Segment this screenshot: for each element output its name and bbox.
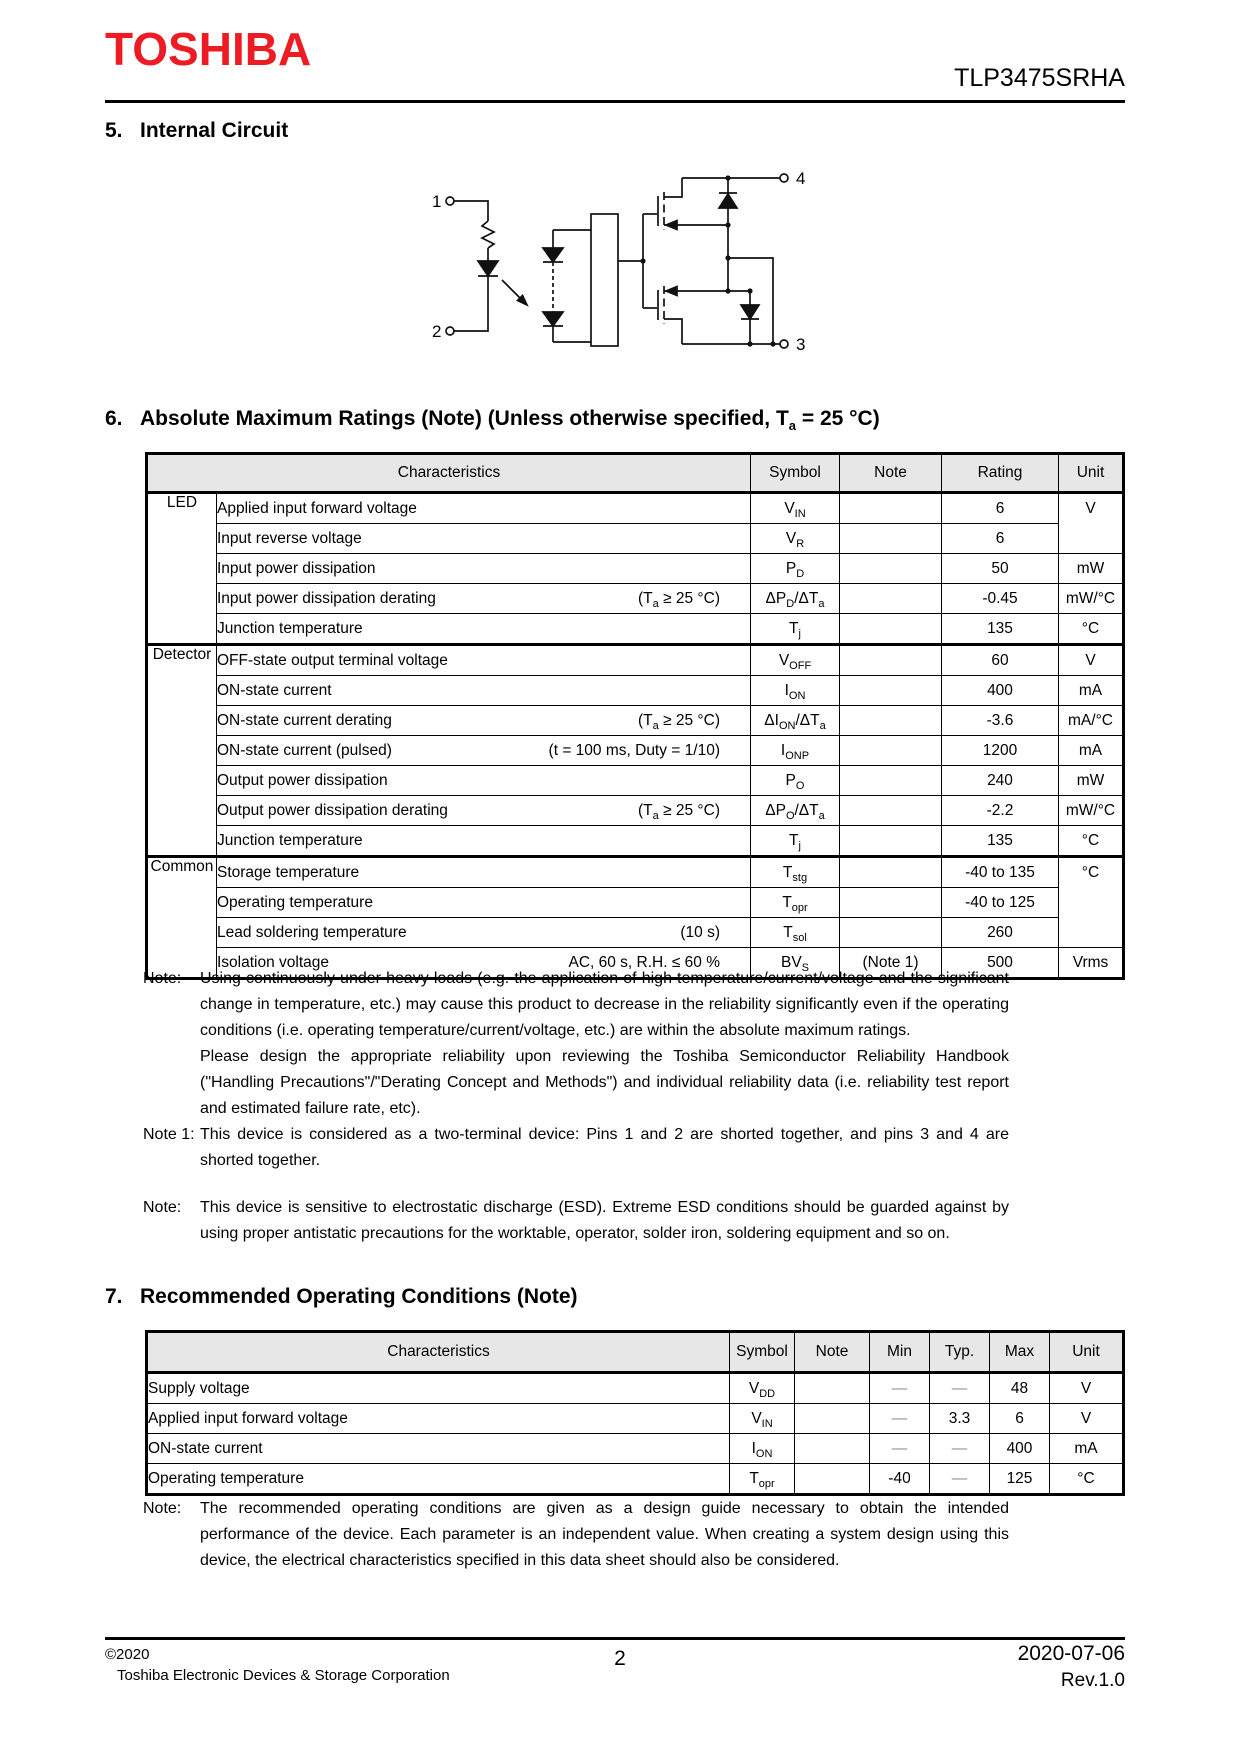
- cell-note: [840, 645, 942, 676]
- cell-characteristic: [217, 918, 751, 948]
- cell-unit: mW/°C: [1059, 584, 1124, 614]
- body-diode: [719, 194, 737, 208]
- characteristic-condition: ($T_a \ge 25$ °C): [638, 801, 720, 822]
- pin-3-terminal: [780, 340, 788, 348]
- characteristic-name: ON-state current derating: [217, 711, 392, 729]
- cell-symbol: $BV_S$: [751, 948, 840, 979]
- table-row: [147, 1404, 1124, 1434]
- column-header: Unit: [1050, 1332, 1124, 1373]
- table-row: [147, 857, 1124, 888]
- cell-symbol: $T_{stg}$: [751, 857, 840, 888]
- cell-note: [840, 554, 942, 584]
- table-row: [147, 918, 1124, 948]
- cell-rating: 135: [942, 826, 1059, 857]
- pin-2-terminal: [446, 327, 454, 335]
- cell-note: [795, 1464, 870, 1495]
- table-row: [147, 736, 1124, 766]
- cell-characteristic: [217, 857, 751, 888]
- table-row: [147, 493, 1124, 524]
- cell-symbol: $T_j$: [751, 614, 840, 645]
- table-row: [147, 766, 1124, 796]
- light-arrow: [502, 280, 522, 300]
- column-header: Note: [840, 454, 942, 493]
- footer-copyright: ©2020: [105, 1646, 150, 1663]
- cell-max: 125: [990, 1464, 1050, 1495]
- cell-min: —: [870, 1373, 930, 1404]
- characteristic-name: Isolation voltage: [217, 953, 330, 971]
- characteristic-name: Input power dissipation derating: [217, 589, 436, 607]
- cell-rating: -2.2: [942, 796, 1059, 826]
- cell-unit: mW: [1059, 554, 1124, 584]
- table-row: [147, 1464, 1124, 1495]
- characteristic-condition: ($T_a \ge 25$ °C): [638, 589, 720, 610]
- rec-op-table-header: [147, 1332, 1124, 1373]
- table-row: [147, 1434, 1124, 1464]
- characteristic-name: Junction temperature: [217, 831, 363, 849]
- cell-unit: mA: [1050, 1434, 1124, 1464]
- characteristic-name: Operating temperature: [148, 1469, 304, 1487]
- cell-symbol: $T_{sol}$: [751, 918, 840, 948]
- note-text: This device is considered as a two-terminal device: Pins 1 and 2 are shorted together, and pins 3 and 4 are shorted together.: [200, 1126, 1009, 1169]
- cell-note: [840, 826, 942, 857]
- control-circuit-block: [591, 214, 618, 346]
- cell-unit: °C: [1050, 1464, 1124, 1495]
- column-header: Characteristics: [147, 454, 751, 493]
- cell-rating: 60: [942, 645, 1059, 676]
- cell-rating: -3.6: [942, 706, 1059, 736]
- section-title: Internal Circuit: [140, 119, 289, 142]
- characteristic-name: Junction temperature: [217, 619, 363, 637]
- footer-rule: [105, 1637, 1125, 1640]
- photodiode-symbol: [543, 248, 563, 262]
- cell-characteristic: [147, 1464, 730, 1495]
- characteristic-name: ON-state current: [148, 1439, 263, 1457]
- cell-rating: 260: [942, 918, 1059, 948]
- cell-note: [840, 766, 942, 796]
- table-row: [147, 1373, 1124, 1404]
- characteristic-name: Applied input forward voltage: [217, 499, 417, 517]
- footer-revision: Rev.1.0: [1060, 1670, 1125, 1691]
- cell-symbol: $I_{ON}$: [730, 1434, 795, 1464]
- cell-characteristic: [217, 614, 751, 645]
- note-row: [143, 1044, 1009, 1122]
- note-row: [143, 1195, 1009, 1247]
- pin-1-terminal: [446, 197, 454, 205]
- column-header: Max: [990, 1332, 1050, 1373]
- cell-min: —: [870, 1404, 930, 1434]
- cell-note: (Note 1): [840, 948, 942, 979]
- cell-characteristic: [217, 766, 751, 796]
- characteristic-name: Output power dissipation: [217, 771, 388, 789]
- section-number: 5.: [105, 119, 123, 142]
- characteristic-name: Input reverse voltage: [217, 529, 362, 547]
- cell-rating: 6: [942, 524, 1059, 554]
- note-label: Note:: [143, 970, 182, 987]
- cell-symbol: $V_{DD}$: [730, 1373, 795, 1404]
- pin-2-label: 2: [432, 322, 442, 341]
- cell-characteristic: [217, 645, 751, 676]
- cell-symbol: $\Delta I_{ON}/\Delta T_a$: [751, 706, 840, 736]
- note-text: The recommended operating conditions are given as a design guide necessary to obtain the intended performance of the device. Each parameter is an independent value. When creating a system design using this device, the electrical characteristics specified in this data sheet should also be considered.: [200, 1500, 1009, 1569]
- cell-rating: 6: [942, 493, 1059, 524]
- cell-typ: —: [930, 1464, 990, 1495]
- characteristic-name: Storage temperature: [217, 863, 360, 881]
- note-label: Note:: [143, 1199, 182, 1216]
- cell-characteristic: [217, 524, 751, 554]
- cell-rating: -40 to 125: [942, 888, 1059, 918]
- characteristic-condition: ($T_a \ge 25$ °C): [638, 711, 720, 732]
- cell-note: [795, 1373, 870, 1404]
- cell-characteristic: [217, 493, 751, 524]
- characteristic-name: Supply voltage: [148, 1379, 250, 1397]
- cell-characteristic: [217, 736, 751, 766]
- cell-characteristic: [217, 826, 751, 857]
- toshiba-logo: TOSHIBA: [105, 23, 312, 75]
- cell-symbol: $\Delta P_D/\Delta T_a$: [751, 584, 840, 614]
- characteristic-name: Lead soldering temperature: [217, 923, 407, 941]
- cell-note: [840, 614, 942, 645]
- abs-max-table: [145, 452, 1125, 980]
- section-title: Absolute Maximum Ratings (Note) (Unless otherwise specified, $T_a = 25$ °C): [140, 407, 880, 434]
- cell-unit: °C: [1059, 857, 1124, 948]
- cell-unit: V: [1059, 493, 1124, 554]
- cell-rating: 1200: [942, 736, 1059, 766]
- cell-characteristic: [217, 706, 751, 736]
- row-group-label: Common: [147, 857, 217, 979]
- cell-symbol: $V_{IN}$: [751, 493, 840, 524]
- abs-max-table-header: [147, 454, 1124, 493]
- section-5-heading: [105, 119, 288, 143]
- cell-note: [840, 857, 942, 888]
- cell-symbol: $\Delta P_O/\Delta T_a$: [751, 796, 840, 826]
- section-number: 6.: [105, 407, 123, 430]
- note-row: [143, 1496, 1009, 1574]
- cell-characteristic: [147, 1404, 730, 1434]
- note-row: [143, 1122, 1009, 1174]
- footer-date: 2020-07-06: [1017, 1642, 1125, 1665]
- part-number: TLP3475SRHA: [954, 64, 1125, 92]
- table-row: [147, 645, 1124, 676]
- cell-note: [795, 1404, 870, 1434]
- cell-note: [840, 706, 942, 736]
- cell-symbol: $P_O$: [751, 766, 840, 796]
- cell-note: [840, 796, 942, 826]
- cell-unit: V: [1050, 1373, 1124, 1404]
- cell-note: [840, 888, 942, 918]
- characteristic-name: Input power dissipation: [217, 559, 376, 577]
- header-row: [147, 1332, 1124, 1373]
- cell-note: [840, 918, 942, 948]
- row-group-label: LED: [147, 493, 217, 645]
- column-header: Rating: [942, 454, 1059, 493]
- table-row: [147, 584, 1124, 614]
- pin-4-terminal: [780, 174, 788, 182]
- characteristic-condition: (10 s): [680, 923, 720, 941]
- cell-unit: °C: [1059, 614, 1124, 645]
- column-header: Min: [870, 1332, 930, 1373]
- header-rule: [105, 100, 1125, 103]
- cell-rating: 500: [942, 948, 1059, 979]
- characteristic-name: Operating temperature: [217, 893, 373, 911]
- cell-rating: 135: [942, 614, 1059, 645]
- header-row: [147, 454, 1124, 493]
- cell-note: [840, 524, 942, 554]
- cell-note: [840, 736, 942, 766]
- table-row: [147, 676, 1124, 706]
- cell-note: [840, 676, 942, 706]
- cell-rating: -40 to 135: [942, 857, 1059, 888]
- cell-symbol: $T_j$: [751, 826, 840, 857]
- cell-typ: —: [930, 1373, 990, 1404]
- table-row: [147, 796, 1124, 826]
- resistor-symbol: [482, 221, 494, 248]
- cell-rating: 240: [942, 766, 1059, 796]
- rec-op-table: [145, 1330, 1125, 1496]
- table-row: [147, 554, 1124, 584]
- footer-page-number: 2: [614, 1647, 626, 1670]
- cell-symbol: $V_{OFF}$: [751, 645, 840, 676]
- cell-min: —: [870, 1434, 930, 1464]
- cell-unit: mW/°C: [1059, 796, 1124, 826]
- cell-symbol: $V_{IN}$: [730, 1404, 795, 1434]
- characteristic-condition: AC, 60 s, R.H. ≤ 60 %: [568, 953, 720, 971]
- cell-max: 400: [990, 1434, 1050, 1464]
- cell-max: 6: [990, 1404, 1050, 1434]
- rec-op-note: [143, 1496, 1009, 1574]
- cell-note: [795, 1434, 870, 1464]
- table-row: [147, 524, 1124, 554]
- cell-unit: Vrms: [1059, 948, 1124, 979]
- footer-company: Toshiba Electronic Devices & Storage Corporation: [117, 1667, 450, 1684]
- cell-characteristic: [217, 888, 751, 918]
- cell-symbol: $T_{opr}$: [751, 888, 840, 918]
- cell-typ: —: [930, 1434, 990, 1464]
- table-row: [147, 706, 1124, 736]
- cell-symbol: $I_{ONP}$: [751, 736, 840, 766]
- cell-unit: mA: [1059, 676, 1124, 706]
- cell-symbol: $V_R$: [751, 524, 840, 554]
- cell-characteristic: [217, 796, 751, 826]
- body-diode: [741, 305, 759, 319]
- note-text: This device is sensitive to electrostatic discharge (ESD). Extreme ESD conditions should be guarded against by using proper antistatic precautions for the worktable, operator, solder iron, soldering equipment and so on.: [200, 1199, 1009, 1242]
- cell-unit: °C: [1059, 826, 1124, 857]
- abs-max-notes: [143, 966, 1009, 1247]
- cell-unit: mA/°C: [1059, 706, 1124, 736]
- cell-rating: 400: [942, 676, 1059, 706]
- cell-rating: -0.45: [942, 584, 1059, 614]
- characteristic-name: Output power dissipation derating: [217, 801, 448, 819]
- section-6-heading: [105, 407, 880, 433]
- cell-unit: V: [1059, 645, 1124, 676]
- cell-typ: 3.3: [930, 1404, 990, 1434]
- cell-unit: mA: [1059, 736, 1124, 766]
- led-symbol: [478, 261, 498, 276]
- photodiode-symbol: [543, 312, 563, 326]
- note-label: [143, 1044, 200, 1122]
- column-header: Note: [795, 1332, 870, 1373]
- characteristic-condition: (t = 100 ms, Duty = 1/10): [548, 741, 720, 759]
- note-label: Note 1:: [143, 1126, 195, 1143]
- characteristic-name: Applied input forward voltage: [148, 1409, 348, 1427]
- cell-max: 48: [990, 1373, 1050, 1404]
- pin-3-label: 3: [796, 335, 806, 354]
- row-group-label: Detector: [147, 645, 217, 857]
- cell-symbol: $T_{opr}$: [730, 1464, 795, 1495]
- cell-unit: V: [1050, 1404, 1124, 1434]
- cell-note: [840, 493, 942, 524]
- note-label: Note:: [143, 1500, 182, 1517]
- cell-rating: 50: [942, 554, 1059, 584]
- section-title: Recommended Operating Conditions (Note): [140, 1285, 578, 1308]
- characteristic-name: ON-state current (pulsed): [217, 741, 392, 759]
- table-row: [147, 826, 1124, 857]
- cell-min: -40: [870, 1464, 930, 1495]
- section-number: 7.: [105, 1285, 123, 1308]
- note-row: [143, 966, 1009, 1044]
- pin-1-label: 1: [432, 192, 442, 211]
- cell-unit: mW: [1059, 766, 1124, 796]
- cell-characteristic: [217, 676, 751, 706]
- note-text: Please design the appropriate reliability upon reviewing the Toshiba Semiconductor Reliability Handbook ("Handling Precautions"/"Derating Concept and Methods") and individual reliability data (i.e. reliability test report and estimated failure rate, etc).: [200, 1048, 1009, 1117]
- characteristic-name: OFF-state output terminal voltage: [217, 651, 448, 669]
- table-row: [147, 888, 1124, 918]
- cell-symbol: $I_{ON}$: [751, 676, 840, 706]
- note-text: Using continuously under heavy loads (e.g. the application of high temperature/current/voltage and the significant change in temperature, etc.) may cause this product to decrease in the reliability significantly even if the operating conditions (i.e. operating temperature/current/voltage, etc.) are within the absolute maximum ratings.: [200, 970, 1009, 1039]
- section-7-heading: [105, 1285, 578, 1309]
- cell-characteristic: [147, 1434, 730, 1464]
- cell-characteristic: [217, 554, 751, 584]
- column-header: Unit: [1059, 454, 1124, 493]
- cell-symbol: $P_D$: [751, 554, 840, 584]
- cell-characteristic: [147, 1373, 730, 1404]
- cell-note: [840, 584, 942, 614]
- characteristic-name: ON-state current: [217, 681, 332, 699]
- column-header: Typ.: [930, 1332, 990, 1373]
- column-header: Symbol: [751, 454, 840, 493]
- cell-characteristic: [217, 584, 751, 614]
- table-row: [147, 614, 1124, 645]
- column-header: Symbol: [730, 1332, 795, 1373]
- internal-circuit-diagram: [428, 166, 838, 356]
- pin-4-label: 4: [796, 169, 806, 188]
- column-header: Characteristics: [147, 1332, 730, 1373]
